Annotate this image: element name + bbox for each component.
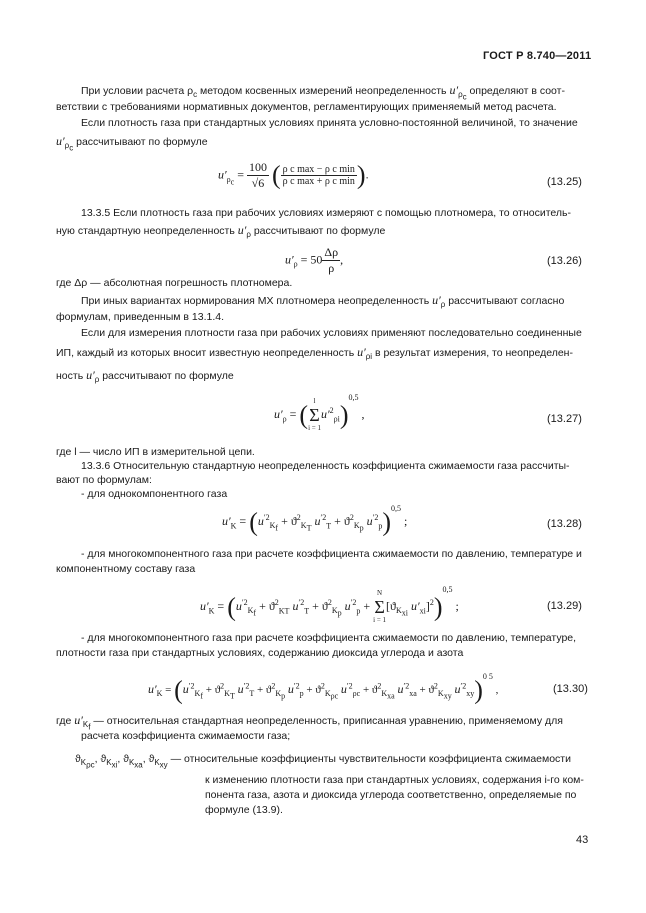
text: 50	[310, 252, 323, 267]
equation-13-25: $u'_{\rho_c}$ = $\frac{100}{√6}$ ( $\frac{\text{ρ c max − ρ c min}}{\text{ρ c max + ρ c min}}$ ).	[218, 160, 369, 190]
where-13-30-line-1: где $u'_{K_f}$ — относительная стандартная неопределенность, приписанная уравнению, применяемому для	[56, 713, 563, 732]
text: — относительные коэффициенты чувствительности коэффициента сжимаемости	[167, 753, 571, 765]
text: с	[193, 90, 198, 100]
para-5-line-2: компонентному составу газа	[56, 563, 196, 575]
where-13-30-line-3: $ϑ_{K_{\rho c}}$, $ϑ_{K_{xi}}$, $ϑ_{K_{xa}}$, $ϑ_{K_{xy}}$ — относительные коэффициенты чувствительности коэффициента сжимаемости	[75, 753, 571, 770]
para-6-line-2: плотности газа при стандартных условиях, содержанию диоксида углерода и азота	[56, 647, 464, 659]
text: 0,5	[391, 504, 402, 513]
where-13-30-line-4: к изменению плотности газа при стандартных условиях, содержания i-го ком-	[205, 774, 584, 786]
text: методом косвенных измерений неопределенность	[197, 85, 450, 97]
text: ную стандартную неопределенность	[56, 225, 238, 237]
para-2-line-2: $u'_{\rho_c}$ рассчитывают по формуле	[56, 134, 208, 153]
equation-13-30: $u'_K = (u^{'2}_{K_f} + ϑ^2_{K_T}$ $u^{'2}_T + ϑ^2_{K_p}$ $u^{'2}_p + ϑ^2_{K_{\rho c}}$ $u^{'2}_{\rho c} + ϑ^2_{K_{xa}}$ $u^{'2}_{xa} + ϑ^2_{K_{xy}}$ $u^{'2}_{xy})^{0 5}$ ,	[148, 672, 499, 705]
where-13-27: где l — число ИП в измерительной цепи.	[56, 446, 255, 458]
para-1-line-2: ветствии с требованиями нормативных документов, регламентирующих применяемый метод расчета.	[56, 101, 557, 113]
text: ρ	[328, 261, 335, 275]
equation-number-13-26: (13.26)	[547, 255, 582, 267]
text: ность	[56, 370, 87, 382]
equation-number-13-28: (13.28)	[547, 518, 582, 530]
text: ИП, каждый из которых вносит известную неопределенность	[56, 347, 358, 359]
text: определяют в соот-	[466, 85, 565, 97]
equation-13-28: $u'_K = (u^{'2}_{K_f} + ϑ^2_{K_T}$ $u^{'2}_T + ϑ^2_{K_p}$ $u^{'2}_p)^{0,5}$ ;	[222, 504, 408, 537]
equation-13-27: $u'_\rho$ = ( l Σ i = 1 $u'^2_{\rho i})^{0,5}$ ,	[274, 393, 365, 433]
para-1-line-1: При условии расчета $\rho_с$ методом косвенных измерений неопределенность $u'_{\rho_c}$ определяют в соот-	[81, 83, 565, 102]
para-4-line-1: Если для измерения плотности газа при рабочих условиях применяют последовательно соединенные	[81, 327, 582, 339]
text: При условии расчета ρ	[81, 85, 194, 97]
para-6-line-1: - для многокомпонентного газа при расчете коэффициента сжимаемости по давлению, температуре,	[81, 632, 577, 644]
text: в результат измерения, то неопределен-	[372, 347, 573, 359]
equation-13-29: $u'_K = (u^{'2}_{K_f} + ϑ^2_{KT}$ $u^{'2}_T + ϑ^2_{K_p}$ $u^{'2}_p$ + N Σ i = 1 [$ϑ_{K_{xi}}$ $u'_{xi}]^2)^{0,5}$ ;	[200, 585, 459, 625]
section-13-3-6-line-1: 13.3.6 Относительную стандартную неопределенность коэффициента сжимаемости газа рассчиты-	[81, 460, 570, 472]
text: 100	[248, 160, 267, 174]
text: При иных вариантах нормирования МХ плотномера неопределенность	[81, 295, 433, 307]
section-13-3-5-line-2: ную стандартную неопределенность $u'_\rho$ рассчитывают по формуле	[56, 223, 386, 240]
where-13-26: где Δρ — абсолютная погрешность плотномера.	[56, 277, 293, 289]
section-13-3-5-line-1: 13.3.5 Если плотность газа при рабочих условиях измеряют с помощью плотномера, то относитель-	[81, 207, 571, 219]
para-3-line-2: формулам, приведенным в 13.1.4.	[56, 311, 225, 323]
para-4-line-3: ность $u'_\rho$ рассчитывают по формуле	[56, 368, 234, 385]
text: ρ c max + ρ c min	[282, 176, 355, 187]
text: 0,5	[348, 393, 359, 402]
equation-13-26: $u'_\rho = 50$ $\frac{\Delta\rho}{\rho}$ ,	[285, 245, 344, 275]
page-number: 43	[576, 834, 589, 846]
equation-number-13-29: (13.29)	[547, 600, 582, 612]
para-5-line-1: - для многокомпонентного газа при расчете коэффициента сжимаемости по давлению, температуре и	[81, 548, 582, 560]
equation-number-13-30: (13.30)	[553, 683, 588, 695]
text: 0 5	[482, 672, 493, 681]
equation-number-13-27: (13.27)	[547, 413, 582, 425]
text: рассчитывают согласно	[445, 295, 565, 307]
text: Δρ	[324, 245, 339, 259]
section-13-3-6-line-2: вают по формулам:	[56, 474, 152, 486]
where-13-30-line-2: расчета коэффициента сжимаемости газа;	[81, 730, 291, 742]
text: √6	[251, 176, 265, 190]
where-13-30-line-5: понента газа, азота и диоксида углерода соответственно, определяемые по	[205, 789, 577, 801]
para-4-line-2: ИП, каждый из которых вносит известную неопределенность $u'_{\rho i}$ в результат измерения, то неопределен-	[56, 345, 573, 362]
text: рассчитывают по формуле	[99, 370, 234, 382]
para-3-line-1: При иных вариантах нормирования МХ плотномера неопределенность $u'_\rho$ рассчитывают согласно	[81, 293, 565, 310]
equation-number-13-25: (13.25)	[547, 176, 582, 188]
text: — относительная стандартная неопределенность, приписанная уравнению, применяемому для	[90, 715, 563, 727]
text: рассчитывают по формуле	[250, 225, 386, 237]
where-13-30-line-6: формуле (13.9).	[205, 804, 283, 816]
para-2-line-1: Если плотность газа при стандартных условиях принята условно-постоянной величиной, то значение	[81, 117, 578, 129]
section-13-3-6-line-3: - для однокомпонентного газа	[81, 488, 228, 500]
text: рассчитывают по формуле	[73, 136, 208, 148]
text: ρ c max − ρ c min	[282, 164, 355, 175]
standard-header: ГОСТ Р 8.740—2011	[483, 50, 592, 62]
text: где	[56, 715, 75, 727]
text: 0,5	[442, 585, 453, 594]
